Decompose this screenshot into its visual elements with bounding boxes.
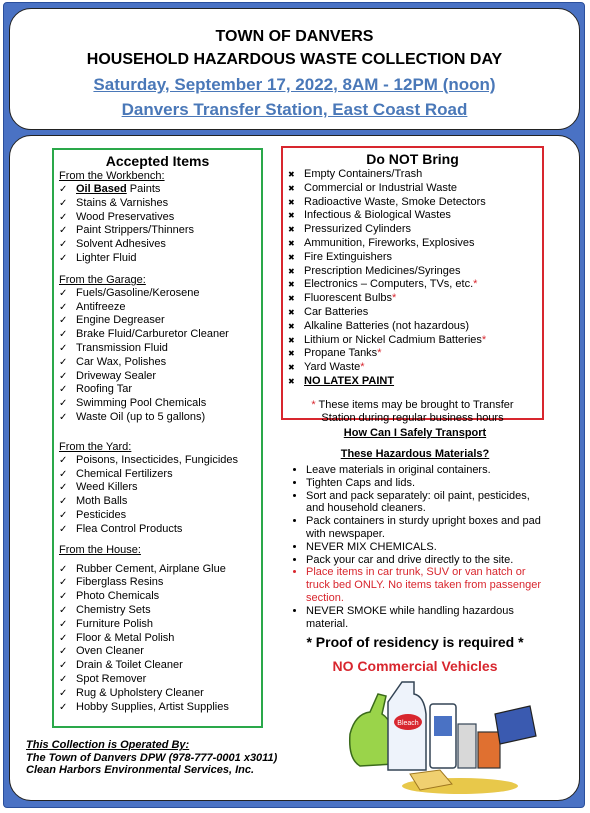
list-item: ✖ Yard Waste* (288, 361, 365, 374)
list-item: ✓ Car Wax, Polishes (59, 355, 167, 368)
event-location: Danvers Transfer Station, East Coast Road (121, 100, 468, 119)
list-item: ✓ Flea Control Products (59, 522, 183, 535)
transport-list (280, 464, 550, 630)
no-commercial-vehicles: NO Commercial Vehicles (332, 658, 498, 674)
list-item: ✓ Rubber Cement, Airplane Glue (59, 562, 226, 575)
list-item: • Place items in car trunk, SUV or van hatch or truck bed ONLY. No items taken from passenger section. (306, 566, 550, 604)
fuel-can (478, 732, 500, 768)
list-item: ✓ Waste Oil (up to 5 gallons) (59, 410, 206, 423)
check-icon: ✓ (59, 211, 68, 223)
list-item: ✓ Poisons, Insecticides, Fungicides (59, 453, 239, 466)
list-item: • NEVER MIX CHEMICALS. (306, 541, 550, 554)
transport-title: How Can I Safely Transport (343, 427, 487, 439)
workbench-label: From the Workbench: (59, 170, 165, 182)
list-item: ✖ Propane Tanks* (288, 347, 382, 360)
x-mark-icon: ✖ (288, 183, 295, 193)
event-title: HOUSEHOLD HAZARDOUS WASTE COLLECTION DAY (86, 51, 503, 68)
check-icon: ✓ (59, 632, 68, 644)
check-icon: ✓ (59, 687, 68, 699)
check-icon: ✓ (59, 468, 68, 480)
check-icon: ✓ (59, 370, 68, 382)
check-icon: ✓ (59, 563, 68, 575)
list-item: ✓ Oil Based Paints (59, 183, 161, 195)
list-item: ✓ Fiberglass Resins (59, 576, 164, 589)
check-icon: ✓ (59, 604, 68, 616)
body-panel (9, 135, 580, 801)
paint-can (495, 706, 536, 744)
x-mark-icon: ✖ (288, 335, 295, 345)
check-icon: ✓ (59, 646, 68, 658)
list-item: ✓ Roofing Tar (59, 383, 133, 396)
x-mark-icon: ✖ (288, 307, 295, 317)
x-mark-icon: ✖ (288, 266, 295, 276)
check-icon: ✓ (59, 454, 68, 466)
list-item: ✖ Ammunition, Fireworks, Explosives (288, 236, 475, 249)
list-item: ✓ Hobby Supplies, Artist Supplies (59, 700, 229, 713)
list-item: ✓ Furniture Polish (59, 617, 154, 630)
list-item: ✓ Weed Killers (59, 481, 138, 494)
list-item: ✓ Spot Remover (59, 672, 147, 685)
check-icon: ✓ (59, 496, 68, 508)
operator-clean-harbors: Clean Harbors Environmental Services, Inc. (26, 764, 255, 776)
workbench-list (54, 183, 261, 197)
list-item: • Tighten Caps and lids. (306, 477, 550, 490)
list-item: ✖ Pressurized Cylinders (288, 223, 411, 236)
list-item: ✖ Car Batteries (288, 305, 369, 318)
check-icon: ✓ (59, 225, 68, 237)
list-item: ✓ Solvent Adhesives (59, 238, 166, 251)
list-item: ✓ Transmission Fluid (59, 341, 168, 354)
list-item: ✖ Prescription Medicines/Syringes (288, 264, 461, 277)
check-icon: ✓ (59, 701, 68, 713)
check-icon: ✓ (59, 342, 68, 354)
yard-list (54, 454, 261, 537)
check-icon: ✓ (59, 329, 68, 341)
list-item: ✓ Floor & Metal Polish (59, 631, 175, 644)
check-icon: ✓ (59, 577, 68, 589)
list-item: ✓ Lighter Fluid (59, 251, 137, 264)
check-icon: ✓ (59, 239, 68, 251)
list-item: ✓ Wood Preservatives (59, 210, 175, 223)
list-item: ✓ Paint Strippers/Thinners (59, 224, 194, 237)
check-icon: ✓ (59, 618, 68, 630)
check-icon: ✓ (59, 673, 68, 685)
list-item: • Pack containers in sturdy upright boxes and pad with newspaper. (306, 515, 550, 541)
event-date: Saturday, September 17, 2022, 8AM - 12PM (noon) (93, 75, 496, 94)
yard-label: From the Yard: (59, 440, 132, 453)
list-item: ✖ Empty Containers/Trash (288, 168, 423, 180)
not-bring-note: * These items may be brought to Transfer Station during regular business hours (311, 398, 514, 424)
check-icon: ✓ (59, 509, 68, 521)
list-item: ✖ Electronics – Computers, TVs, etc.* (288, 278, 478, 291)
list-item: ✓ Brake Fluid/Carburetor Cleaner (59, 328, 229, 341)
house-label: From the House: (59, 543, 141, 556)
transport-section (280, 427, 550, 630)
list-item: ✖ Radioactive Waste, Smoke Detectors (288, 195, 486, 208)
list-item: ✖ NO LATEX PAINT (288, 374, 395, 387)
check-icon: ✓ (59, 301, 68, 313)
list-item: • Pack your car and drive directly to the site. (306, 554, 550, 567)
check-icon: ✓ (59, 660, 68, 672)
x-mark-icon: ✖ (288, 211, 295, 221)
do-not-bring-list (283, 168, 542, 389)
house-list (54, 563, 261, 715)
hazardous-products-illustration (340, 674, 540, 794)
x-mark-icon: ✖ (288, 294, 295, 304)
x-mark-icon: ✖ (288, 197, 295, 207)
accepted-title: Accepted Items (105, 153, 210, 169)
list-item: ✓ Oven Cleaner (59, 645, 144, 658)
check-icon: ✓ (59, 411, 68, 423)
list-item: ✖ Alkaline Batteries (not hazardous) (288, 319, 470, 332)
list-item: • NEVER SMOKE while handling hazardous material. (306, 605, 550, 631)
list-item: ✖ Fire Extinguishers (288, 250, 393, 263)
operated-by-heading: This Collection is Operated By: (26, 739, 190, 751)
x-mark-icon: ✖ (288, 238, 295, 248)
list-item: ✓ Drain & Toilet Cleaner (59, 659, 183, 672)
check-icon: ✓ (59, 591, 68, 603)
garage-list (54, 287, 261, 425)
list-item: ✓ Engine Degreaser (59, 314, 165, 327)
list-item: ✓ Chemical Fertilizers (59, 467, 173, 480)
workbench-list-rest (54, 197, 261, 266)
proof-of-residency: * Proof of residency is required * (306, 634, 524, 650)
list-item: ✓ Moth Balls (59, 495, 128, 508)
list-item: ✓ Fuels/Gasoline/Kerosene (59, 286, 200, 299)
bleach-label-text: Bleach (397, 720, 419, 727)
weed-killer-label (434, 716, 452, 736)
do-not-bring-box (281, 146, 544, 424)
do-not-bring-title: Do NOT Bring (366, 151, 459, 167)
check-icon: ✓ (59, 197, 68, 209)
check-icon: ✓ (59, 184, 68, 195)
x-mark-icon: ✖ (288, 363, 295, 373)
list-item: • Sort and pack separately: oil paint, pesticides, and household cleaners. (306, 490, 550, 516)
page-frame (3, 2, 585, 808)
check-icon: ✓ (59, 356, 68, 368)
check-icon: ✓ (59, 482, 68, 494)
check-icon: ✓ (59, 287, 68, 299)
list-item: ✓ Photo Chemicals (59, 590, 160, 603)
operator-dpw: The Town of Danvers DPW (978-777-0001 x3011) (26, 751, 278, 764)
list-item: • Leave materials in original containers. (306, 464, 550, 477)
list-item: ✓ Swimming Pool Chemicals (59, 397, 207, 410)
operated-by (26, 739, 277, 777)
list-item: ✖ Infectious & Biological Wastes (288, 209, 451, 222)
check-icon: ✓ (59, 523, 68, 535)
town-title: TOWN OF DANVERS (215, 28, 374, 45)
list-item: ✓ Pesticides (59, 508, 127, 521)
list-item: ✓ Chemistry Sets (59, 603, 151, 616)
list-item: ✓ Antifreeze (59, 300, 126, 313)
x-mark-icon: ✖ (288, 280, 295, 290)
accepted-items-box (52, 148, 263, 728)
list-item: ✓ Driveway Sealer (59, 369, 157, 382)
list-item: ✖ Fluorescent Bulbs* (288, 292, 397, 305)
x-mark-icon: ✖ (288, 225, 295, 235)
list-item: ✖ Lithium or Nickel Cadmium Batteries* (288, 333, 487, 346)
transport-subtitle: These Hazardous Materials? (340, 448, 490, 460)
list-item: ✖ Commercial or Industrial Waste (288, 181, 458, 194)
list-item: ✓ Stains & Varnishes (59, 196, 169, 209)
check-icon: ✓ (59, 252, 68, 264)
x-mark-icon: ✖ (288, 349, 295, 359)
check-icon: ✓ (59, 398, 68, 410)
list-item: ✓ Rug & Upholstery Cleaner (59, 686, 204, 699)
garage-label: From the Garage: (59, 273, 146, 286)
x-mark-icon: ✖ (288, 376, 295, 386)
check-icon: ✓ (59, 315, 68, 327)
x-mark-icon: ✖ (288, 170, 295, 179)
header-panel (9, 8, 580, 130)
x-mark-icon: ✖ (288, 252, 295, 262)
x-mark-icon: ✖ (288, 321, 295, 331)
canister (458, 724, 476, 768)
check-icon: ✓ (59, 384, 68, 396)
